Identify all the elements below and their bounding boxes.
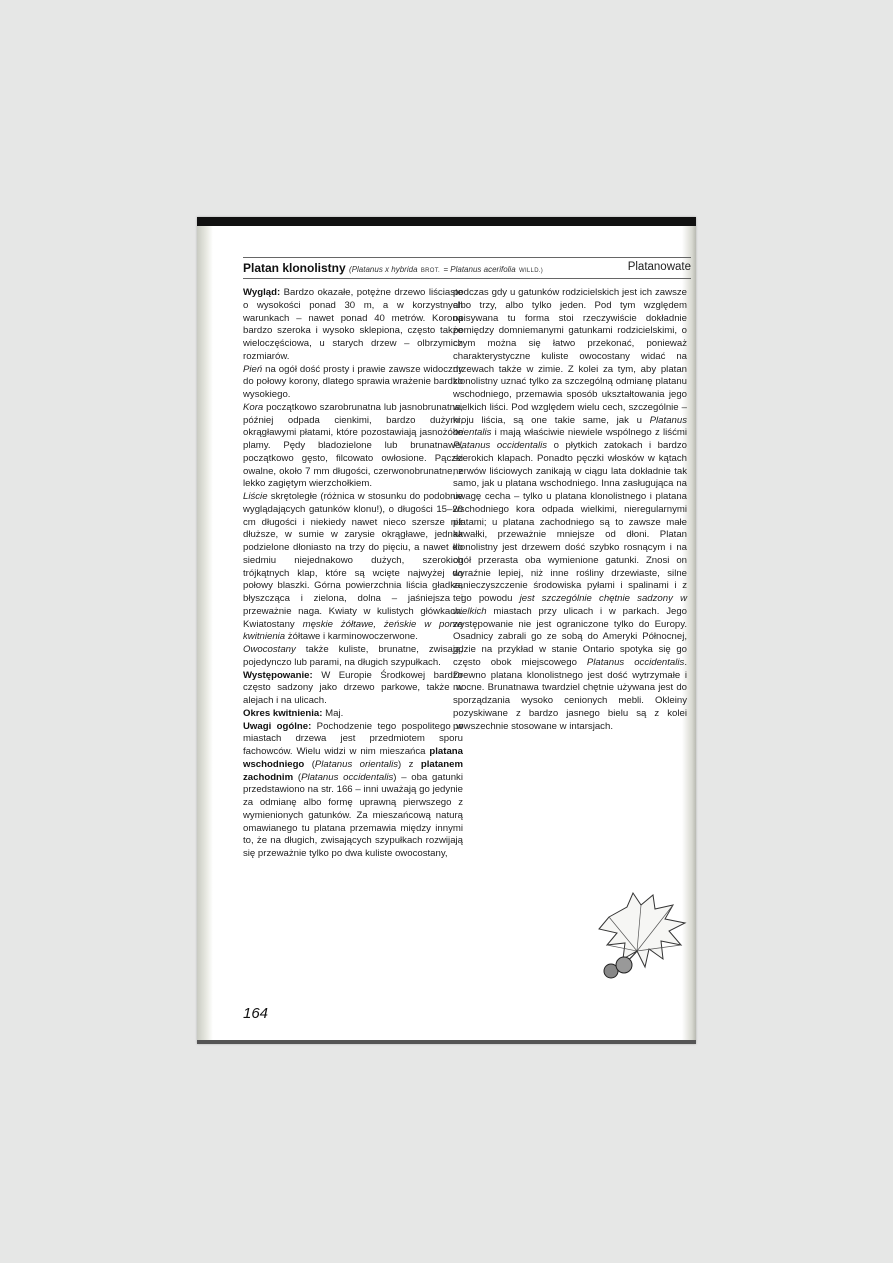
binding-shadow bbox=[197, 226, 213, 1044]
scan-top-edge bbox=[197, 217, 696, 226]
left-column bbox=[243, 287, 463, 861]
page-number: 164 bbox=[243, 1005, 269, 1022]
book-page bbox=[197, 217, 696, 1044]
family-name: Platanowate bbox=[627, 261, 691, 273]
paragraph-trunk: Pień na ogół dość prosty i prawie zawsze widoczny do połowy korony, dlatego sprawia wrażenie bardzo wysokiego. bbox=[243, 363, 463, 400]
species-title: Platan klonolistny bbox=[243, 261, 346, 275]
synonym-part2: = Platanus acerifolia bbox=[443, 265, 516, 274]
paragraph-appearance: Wygląd: Bardzo okazałe, potężne drzewo liściaste o wysokości ponad 30 m, a w korzystnych warunkach – nawet ponad 40 metrów. Korona bardzo szeroka i wysoko sklepiona, często także wieloczęściowa, u starych drzew – olbrzymich rozmiarów. bbox=[243, 287, 463, 362]
paragraph-fruits: Owocostany także kuliste, brunatne, zwisają, pojedynczo lub parami, na długich szypułkach. bbox=[243, 644, 463, 668]
right-column bbox=[453, 287, 687, 733]
plane-leaf-illustration bbox=[589, 889, 696, 989]
scan-bottom-edge bbox=[197, 1040, 696, 1044]
header-bottom-rule bbox=[243, 278, 691, 279]
paragraph-occurrence: Występowanie: W Europie Środkowej bardzo często sadzony jako drzewo parkowe, także w alejach i na ulicach. bbox=[243, 669, 463, 706]
paragraph-leaves: Liście skrętoległe (różnica w stosunku do podobnie wyglądających gatunków klonu!), o długości 15–20 cm długości i niekiedy nawet nieco szersze niż dłuższe, w sumie w zarysie okrągławe, jednak podzielone dłoniasto na trzy do pięciu, a nawet do siedmiu niejednakowo dużych, szerokich trójkątnych klap, które są wcięte najwyżej do połowy blaszki. Górna powierzchnia liścia gładka, błyszcząca i zielona, dolna – jaśniejsza i przeważnie naga. Kwiaty w kulistych główkach. Kwiatostany męskie żółtawe, żeńskie w porze kwitnienia żółtawe i karminowoczerwone. bbox=[243, 491, 463, 643]
header-top-rule bbox=[243, 257, 691, 258]
paragraph-flowering: Okres kwitnienia: Maj. bbox=[243, 707, 344, 719]
page-header bbox=[243, 261, 691, 277]
paragraph-continued: podczas gdy u gatunków rodzicielskich jest ich zawsze albo trzy, albo tylko jeden. Pod tym względem opisywana tu forma stoi rzeczywiście dokładnie pomiędzy domniemanymi gatunkami rodzicielskimi, o czym można się łatwo przekonać, ponieważ charakterystyczne kuliste owocostany widać na drzewach także w zimie. Z kolei za tym, aby platan klonolistny uznać tylko za szczególną odmianę platanu wschodniego, przemawia sposób ukształtowania jego wielkich liści. Pod względem wielu cech, szczególnie – kroju liścia, są one takie same, jak u Platanus orientalis i mają właściwie niewiele wspólnego z liśćmi Platanus occidentalis o płytkich zatokach i bardzo szerokich klapach. Ponadto pęczki włosków w kątach nerwów liściowych zanikają w ciągu lata dokładnie tak samo, jak u platana wschodniego. Inna zasługująca na uwagę cecha – tylko u platana klonolistnego i platana wschodniego kora odpada wielkimi, nieregularnymi płatami; u platana zachodniego są to zawsze małe kawałki, przeważnie mniejsze od dłoni. Platan klonolistny jest drzewem dość szybko rosnącym i na ogół przerasta oba wymienione gatunki. Znosi on wyraźnie lepiej, niż inne rośliny drzewiaste, silne zanieczyszczenie środowiska pyłami i spalinami i z tego powodu jest szczególnie chętnie sadzony w wielkich miastach przy ulicach i w parkach. Jego występowanie nie jest ograniczone tylko do Europy. Osadnicy zabrali go ze sobą do Ameryki Północnej, gdzie na przykład w stanie Ontario spotyka się go często obok miejscowego Platanus occidentalis. Drewno platana klonolistnego jest dość wytrzymałe i mocne. Brunatnawa twardziel chętnie używana jest do sporządzania wysoko cenionych mebli. Okleiny pozyskiwane z bardzo jasnego bielu są z kolei powszechnie stosowane w intarsjach. bbox=[453, 287, 687, 732]
synonym-part1: (Platanus x hybrida bbox=[349, 265, 418, 274]
synonym-author1: BROT. bbox=[420, 268, 441, 274]
paragraph-remarks: Uwagi ogólne: Pochodzenie tego pospolitego w miastach drzewa jest przedmiotem sporu fachowców. Wielu widzi w nim mieszańca platana wschodniego (Platanus orientalis) z platanem zachodnim (Platanus occidentalis) – oba gatunki przedstawiono na str. 166 – inni uważają go jedynie za odmianę albo formę uprawną pierwszego z wymienionych gatunków. Za mieszańcową naturą omawianego tu platana przemawia między innymi to, że na długich, zwisających szypułkach rozwijają się przeważnie tylko po dwa kuliste owocostany, bbox=[243, 720, 463, 859]
synonym-author2: WILLD.) bbox=[518, 268, 544, 274]
paragraph-bark: Kora początkowo szarobrunatna lub jasnobrunatna, później odpada cienkimi, bardzo dużymi, okrągławymi płatami, które pozostawiają jasnożółte plamy. Pędy bladozielone lub brunatnawe, początkowo gęsto, filcowato owłosione. Pączki owalne, około 7 mm długości, czerwonobrunatne, z lekko zagiętym wierzchołkiem. bbox=[243, 401, 463, 490]
